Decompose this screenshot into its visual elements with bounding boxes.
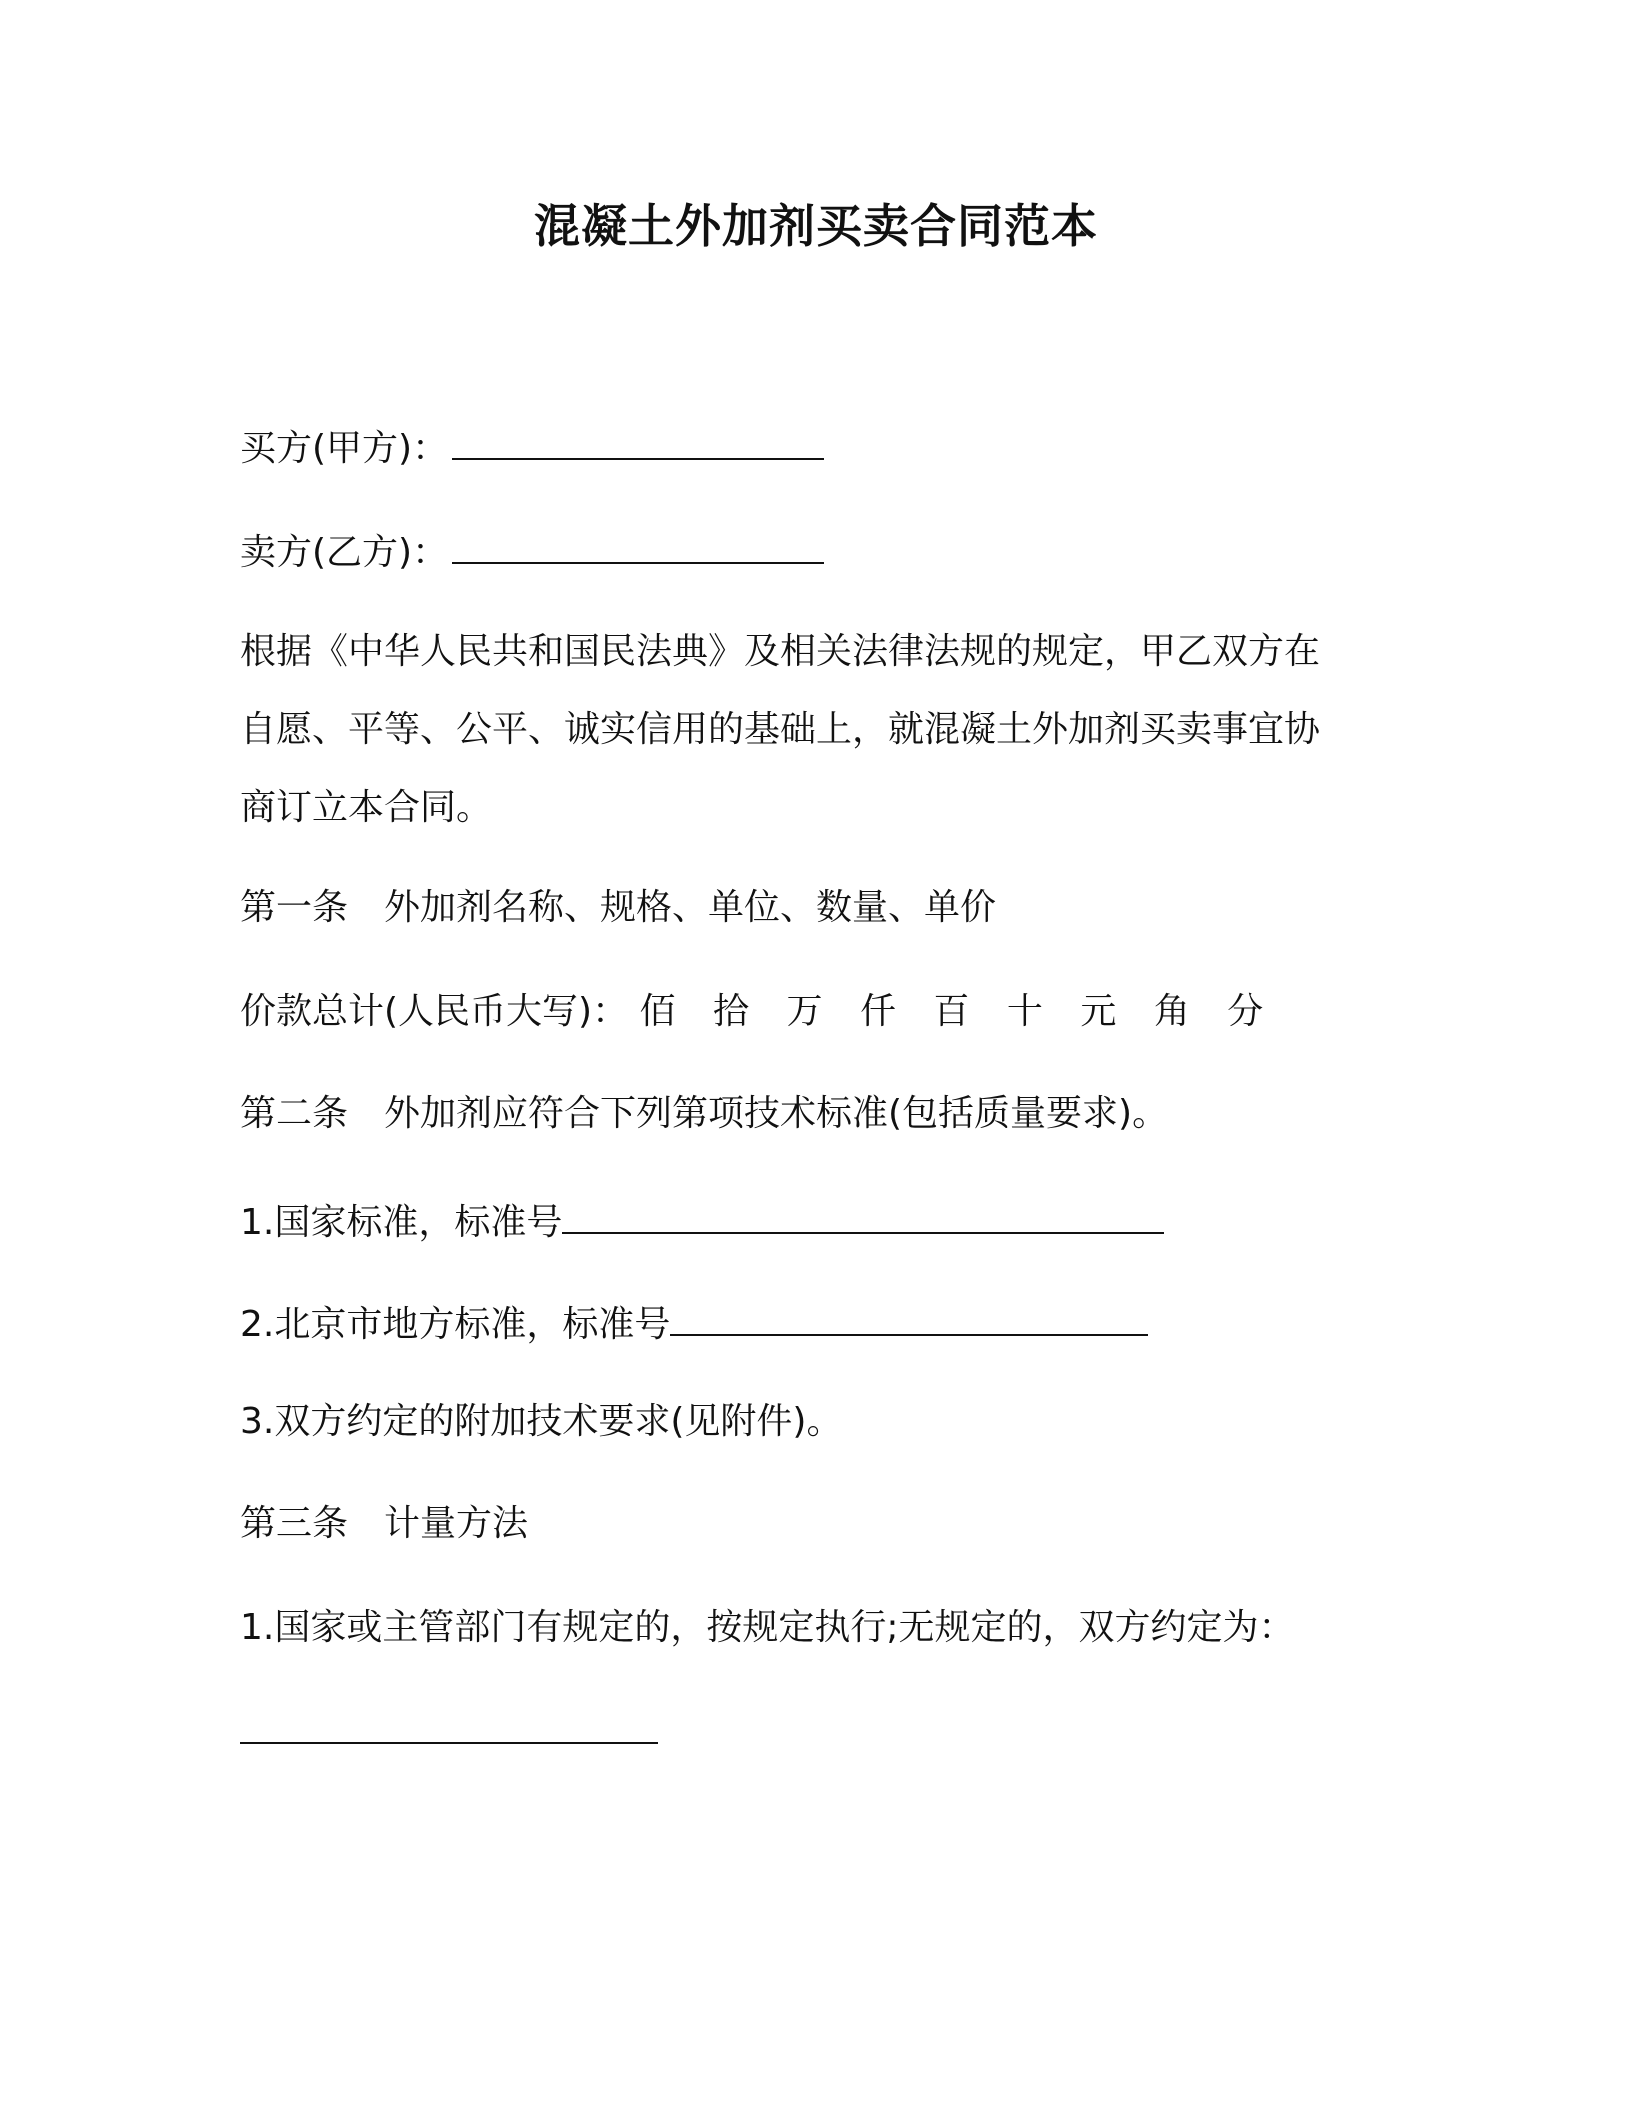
measurement-item-1: 1.国家或主管部门有规定的，按规定执行;无规定的，双方约定为： [240,1607,1295,1648]
standard-number-blank [670,1298,1148,1336]
article-3-heading [240,1502,1400,1546]
measurement-blank [240,1742,658,1744]
standard-item-2 [240,1298,1400,1347]
seller-blank [452,526,824,564]
price-unit: 拾 [713,991,750,1032]
article-3-number: 第三条 [240,1503,349,1544]
intro-line-2: 自愿、平等、公平、诚实信用的基础上，就混凝土外加剂买卖事宜协 [240,709,1321,750]
price-unit: 佰 [639,991,676,1032]
standard-item-1 [240,1196,1400,1245]
article-1-number: 第一条 [240,887,349,928]
article-2-number: 第二条 [240,1093,349,1134]
total-price-line [240,990,1400,1034]
article-3-text: 计量方法 [384,1503,529,1544]
total-price-label: 价款总计(人民币大写)： [240,991,629,1032]
price-unit: 仟 [859,991,896,1032]
buyer-label: 买方(甲方)： [240,428,449,469]
buyer-blank [452,422,824,460]
article-1-heading [240,886,1400,930]
price-unit: 十 [1006,991,1043,1032]
price-unit: 元 [1080,991,1117,1032]
document-title: 混凝土外加剂买卖合同范本 [534,199,1098,253]
standard-number-blank [562,1196,1164,1234]
standard-item-2-text: 2.北京市地方标准，标准号 [240,1304,671,1345]
intro-line-1: 根据《中华人民共和国民法典》及相关法律法规的规定，甲乙双方在 [240,631,1321,672]
price-unit: 百 [933,991,970,1032]
article-2-heading [240,1092,1400,1136]
standard-item-3: 3.双方约定的附加技术要求(见附件)。 [240,1401,843,1442]
seller-label: 卖方(乙方)： [240,532,449,573]
price-unit: 角 [1153,991,1190,1032]
buyer-line [240,422,1400,471]
seller-line [240,526,1400,575]
standard-item-1-text: 1.国家标准，标准号 [240,1202,563,1243]
intro-line-3: 商订立本合同。 [240,787,493,828]
article-2-text: 外加剂应符合下列第项技术标准(包括质量要求)。 [384,1093,1169,1134]
article-1-text: 外加剂名称、规格、单位、数量、单价 [384,887,997,928]
price-unit: 分 [1227,991,1264,1032]
price-unit: 万 [786,991,823,1032]
price-units [628,991,1289,1032]
